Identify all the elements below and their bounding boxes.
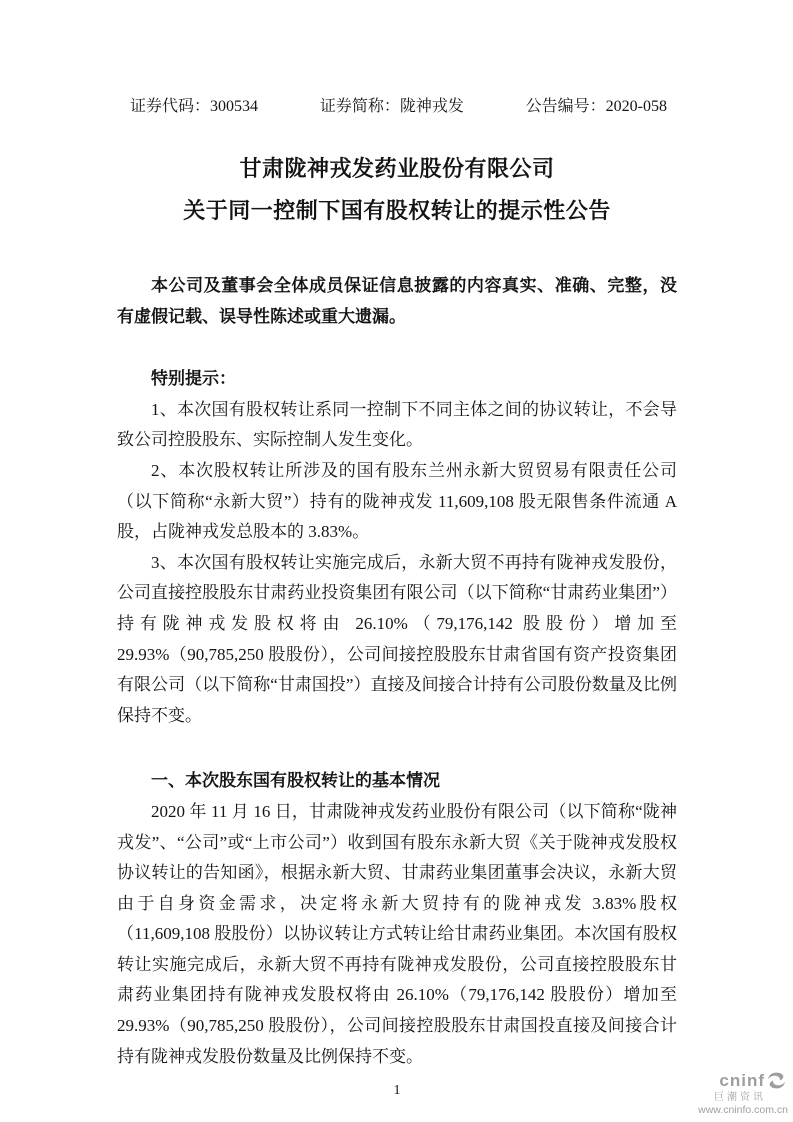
stock-short-name: 证券简称：陇神戎发 <box>319 98 464 115</box>
cninfo-brand: cninf <box>719 1070 765 1090</box>
document-title-line2: 关于同一控制下国有股权转让的提示性公告 <box>183 198 611 223</box>
notice-item: 1、本次国有股权转让系同一控制下不同主体之间的协议转让，不会导致公司控股股东、实际控制人发生变化。 <box>117 399 677 450</box>
disclaimer-paragraph: 本公司及董事会全体成员保证信息披露的内容真实、准确、完整，没有虚假记载、误导性陈述或重大遗漏。 <box>117 276 677 326</box>
section-1-paragraphs <box>117 797 677 1072</box>
cninfo-watermark <box>698 1070 788 1116</box>
special-notice-list <box>117 395 677 732</box>
announcement-number: 公告编号：2020-058 <box>525 98 667 115</box>
special-notice-heading: 特别提示： <box>151 369 236 389</box>
notice-item: 3、本次国有股权转让实施完成后，永新大贸不再持有陇神戎发股份，公司直接控股股东甘肃药业投资集团有限公司（以下简称“甘肃药业集团”）持有陇神戎发股权将由 26.10%（79,176,142 股股份）增加至 29.93%（90,785,250 股股份），公司间接控股股东甘肃省国有资产投资集团有限公司（以下简称“甘肃国投”）直接及间接合计持有公司股份数量及比例保持不变。 <box>117 552 677 725</box>
cninfo-url: www.cninfo.com.cn <box>698 1104 788 1116</box>
securities-header-row <box>117 96 677 118</box>
body-paragraph: 2020 年 11 月 16 日，甘肃陇神戎发药业股份有限公司（以下简称“陇神戎发”、“公司”或“上市公司”）收到国有股东永新大贸《关于陇神戎发股权协议转让的告知函》，根据永新大贸、甘肃药业集团董事会决议，永新大贸由于自身资金需求，决定将永新大贸持有的陇神戎发 3.83%股权（11,609,108 股股份）以协议转让方式转让给甘肃药业集团。本次国有股权转让实施完成后，永新大贸不再持有陇神戎发股份，公司直接控股股东甘肃药业集团持有陇神戎发股权将由 26.10%（79,176,142 股股份）增加至 29.93%（90,785,250 股股份），公司间接控股股东甘肃国投直接及间接合计持有陇神戎发股份数量及比例保持不变。 <box>117 801 677 1066</box>
document-content <box>117 0 677 1102</box>
document-title-line1: 甘肃陇神戎发药业股份有限公司 <box>239 156 555 181</box>
cninfo-brand-cn: 巨潮资讯 <box>714 1092 766 1103</box>
stock-code: 证券代码：300534 <box>130 98 259 115</box>
cninfo-brand-row <box>719 1070 787 1091</box>
document-title <box>117 148 677 232</box>
cninfo-logo-icon <box>766 1070 787 1091</box>
page-number: 1 <box>393 1083 401 1099</box>
section-1-heading: 一、本次股东国有股权转让的基本情况 <box>151 771 440 791</box>
notice-item: 2、本次股权转让所涉及的国有股东兰州永新大贸贸易有限责任公司（以下简称“永新大贸”）持有的陇神戎发 11,609,108 股无限售条件流通 A 股，占陇神戎发总股本的 3.83%。 <box>117 460 677 542</box>
